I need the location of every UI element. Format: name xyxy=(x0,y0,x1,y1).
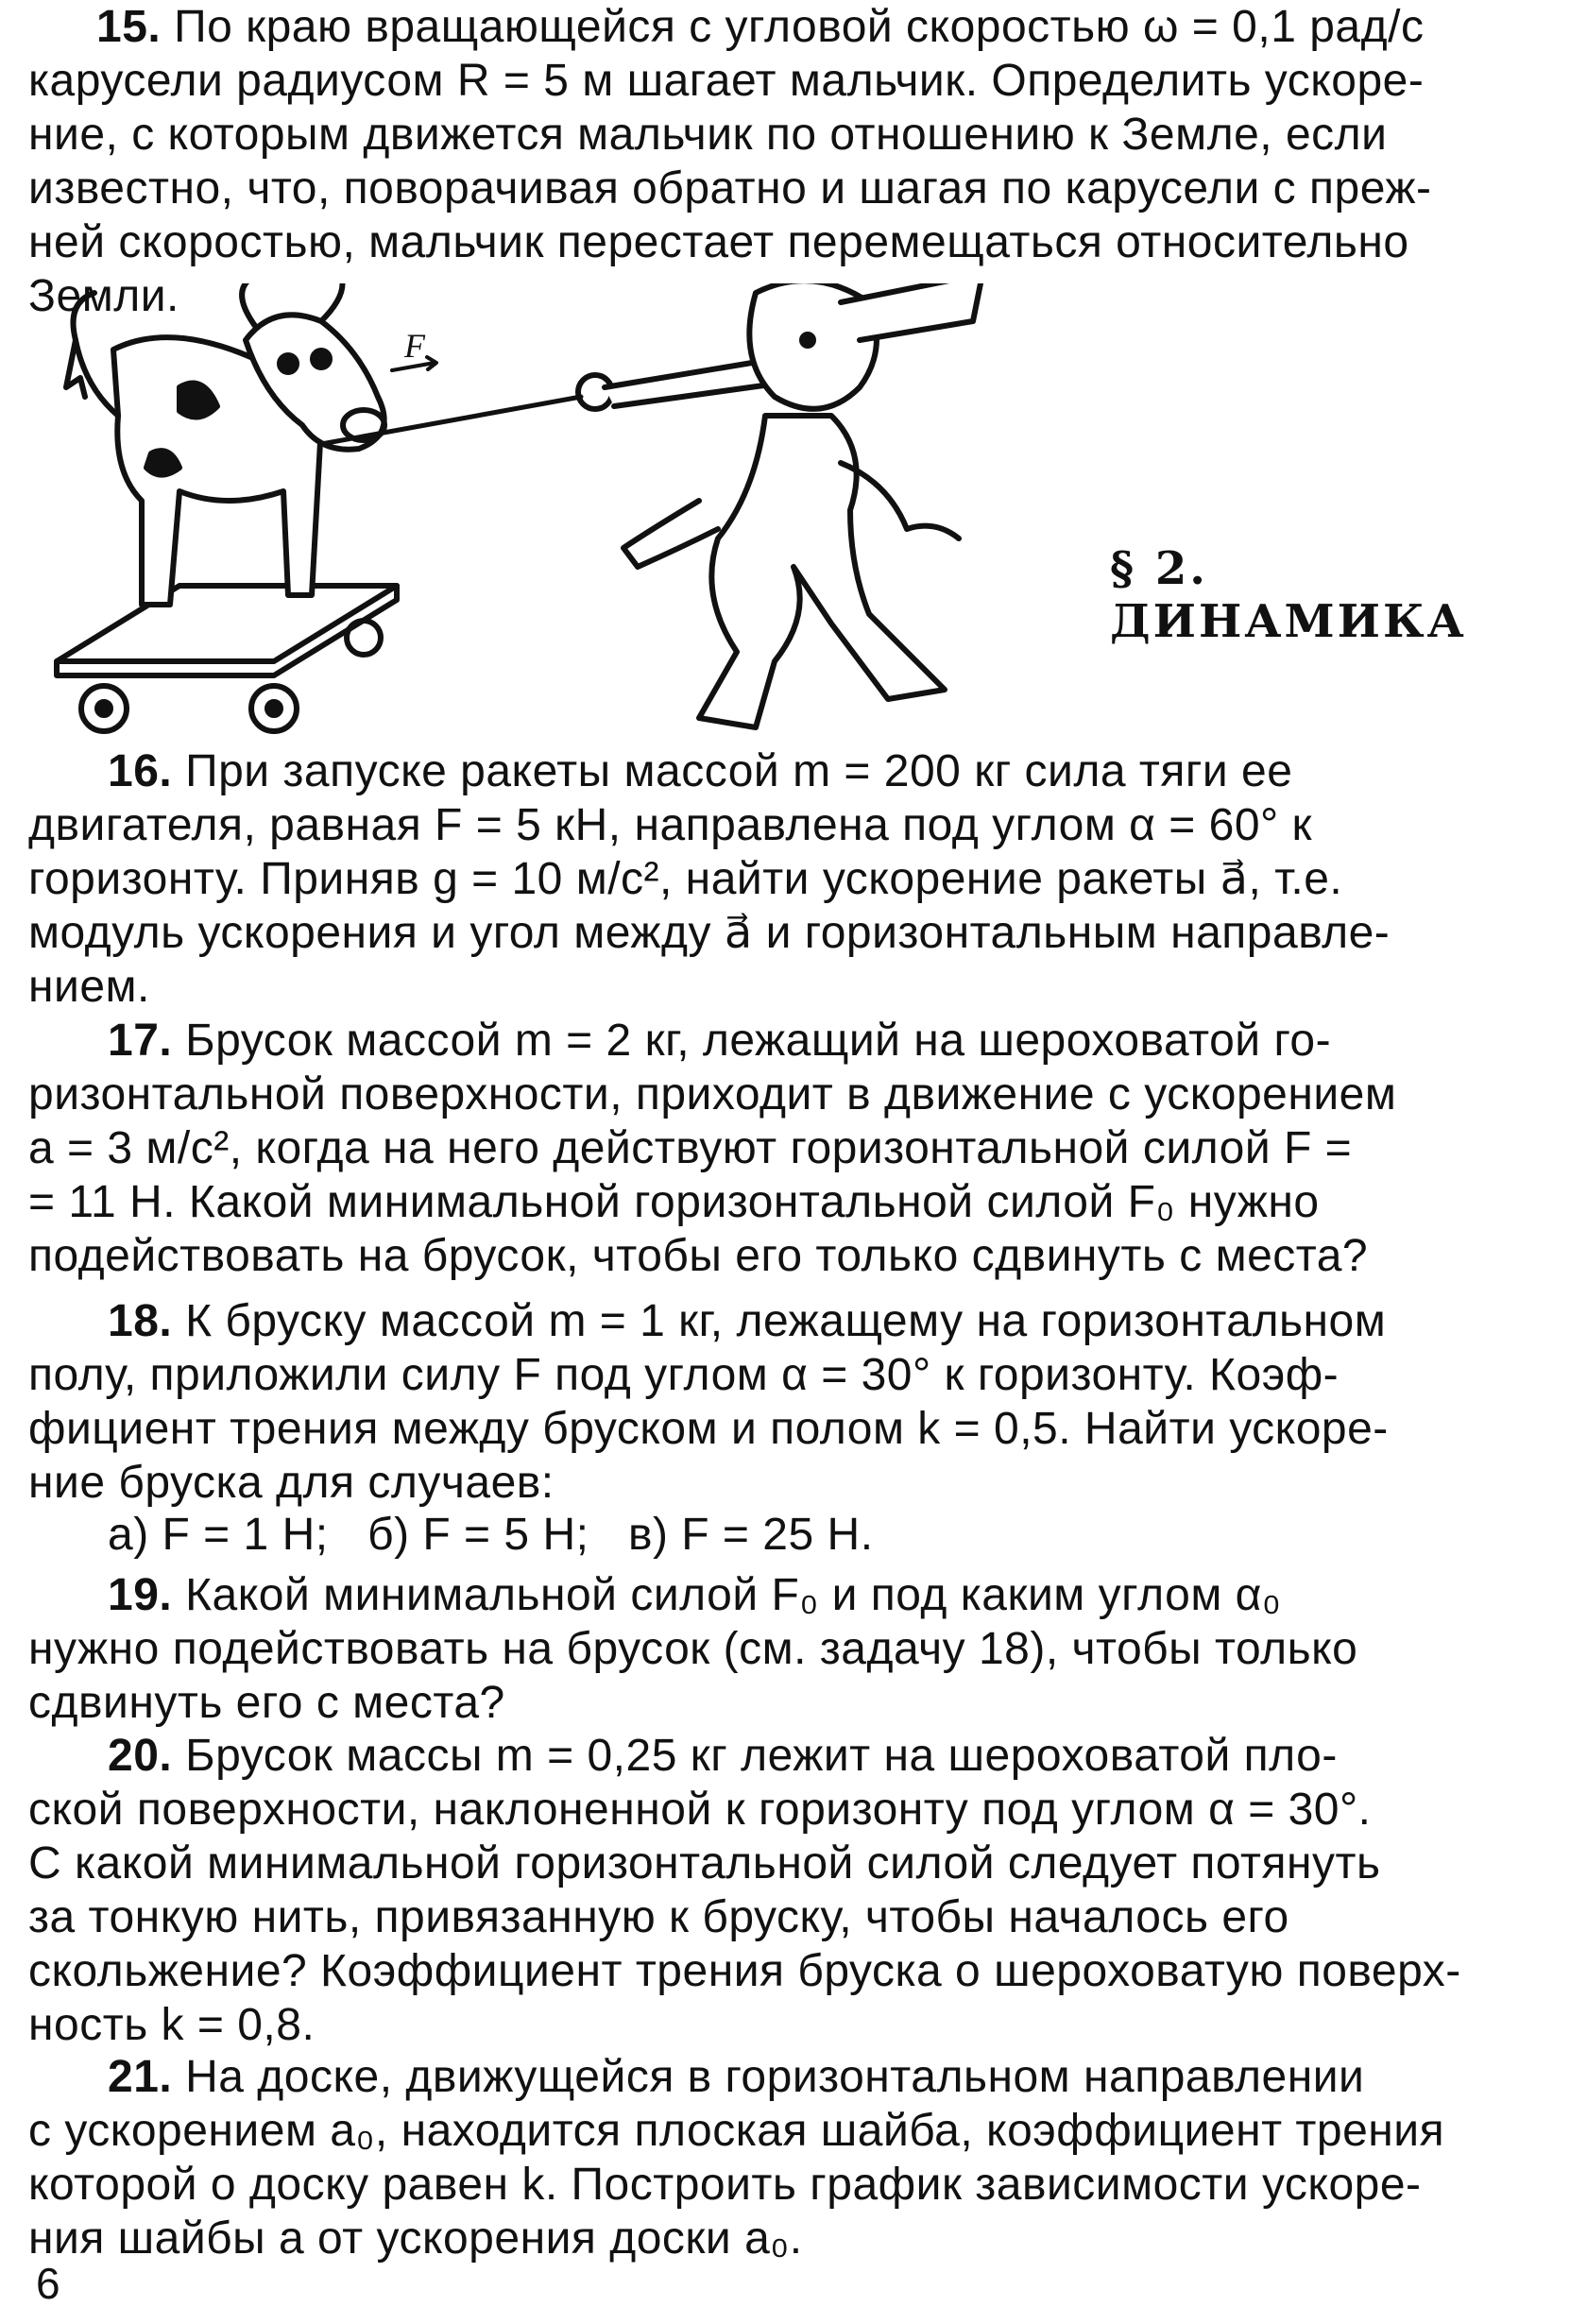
problem-text: На доске, движущейся в горизонтальном направлении с ускорением a₀, находится плоская шайба, коэффициент трения которой о доску равен k. Построить график зависимости ускоре- ния шайбы a от ускорения доски a₀. xyxy=(28,2052,1445,2264)
problem-17 xyxy=(28,1014,1540,1283)
problem-text: По краю вращающейся с угловой скоростью ω = 0,1 рад/с карусели радиусом R = 5 м шагает мальчик. Определить ускоре- ние, с которым движется мальчик по отношению к Земле, если известно, что, поворачивая обратно и шагая по карусели с преж- ней скоростью, мальчик перестает перемещаться относительно Земли. xyxy=(28,2,1432,321)
problem-number: 19. xyxy=(108,1570,173,1620)
problem-18 xyxy=(28,1294,1540,1510)
problem-text: К бруску массой m = 1 кг, лежащему на горизонтальном полу, приложили силу F под углом α = 30° к горизонту. Коэф- фициент трения между бруском и полом k = 0,5. Найти ускоре- ние бруска для случаев: xyxy=(28,1296,1389,1508)
problem-number: 15. xyxy=(96,2,162,52)
problem-16 xyxy=(28,744,1540,1014)
force-label: F xyxy=(404,327,425,365)
section-heading: § 2. ДИНАМИКА xyxy=(1110,542,1467,648)
problem-text: При запуске ракеты массой m = 200 кг сила тяги ее двигателя, равная F = 5 кН, направлена под углом α = 60° к горизонту. Приняв g = 10 м/с², найти ускорение ракеты a⃗, т.е. модуль ускорения и угол между a⃗ и горизонтальным направле- нием. xyxy=(28,746,1391,1012)
problem-number: 17. xyxy=(108,1016,173,1066)
problem-15 xyxy=(28,0,1540,323)
problem-number: 20. xyxy=(108,1731,173,1781)
problem-19 xyxy=(28,1568,1540,1730)
problem-text: Какой минимальной силой F₀ и под каким углом α₀ нужно подействовать на брусок (см. задачу 18), чтобы только сдвинуть его с места? xyxy=(28,1570,1358,1728)
cart-platform xyxy=(57,586,397,661)
problem-number: 21. xyxy=(108,2052,173,2102)
cow-on-cart-and-boy-illustration xyxy=(38,283,1058,737)
problem-number: 16. xyxy=(108,746,173,796)
problem-text: Брусок массы m = 0,25 кг лежит на шероховатой пло- ской поверхности, наклоненной к горизонту под углом α = 30°. С какой минимальной горизонтальной силой следует потянуть за тонкую нить, привязанную к бруску, чтобы началось его скольжение? Коэффициент трения бруска о шероховатую поверх- ность k = 0,8. xyxy=(28,1731,1461,2050)
page-number: 6 xyxy=(36,2259,60,2308)
problem-number: 18. xyxy=(108,1296,173,1346)
problem-21 xyxy=(28,2050,1540,2265)
problem-text: Брусок массой m = 2 кг, лежащий на шероховатой го- ризонтальной поверхности, приходит в движение с ускорением a = 3 м/с², когда на него действуют горизонтальной силой F = = 11 Н. Какой минимальной горизонтальной силой F₀ нужно подействовать на брусок, чтобы его только сдвинуть с места? xyxy=(28,1016,1397,1281)
problem-18-cases: а) F = 1 Н; б) F = 5 Н; в) F = 25 Н. xyxy=(108,1510,874,1560)
problem-20 xyxy=(28,1729,1540,2052)
